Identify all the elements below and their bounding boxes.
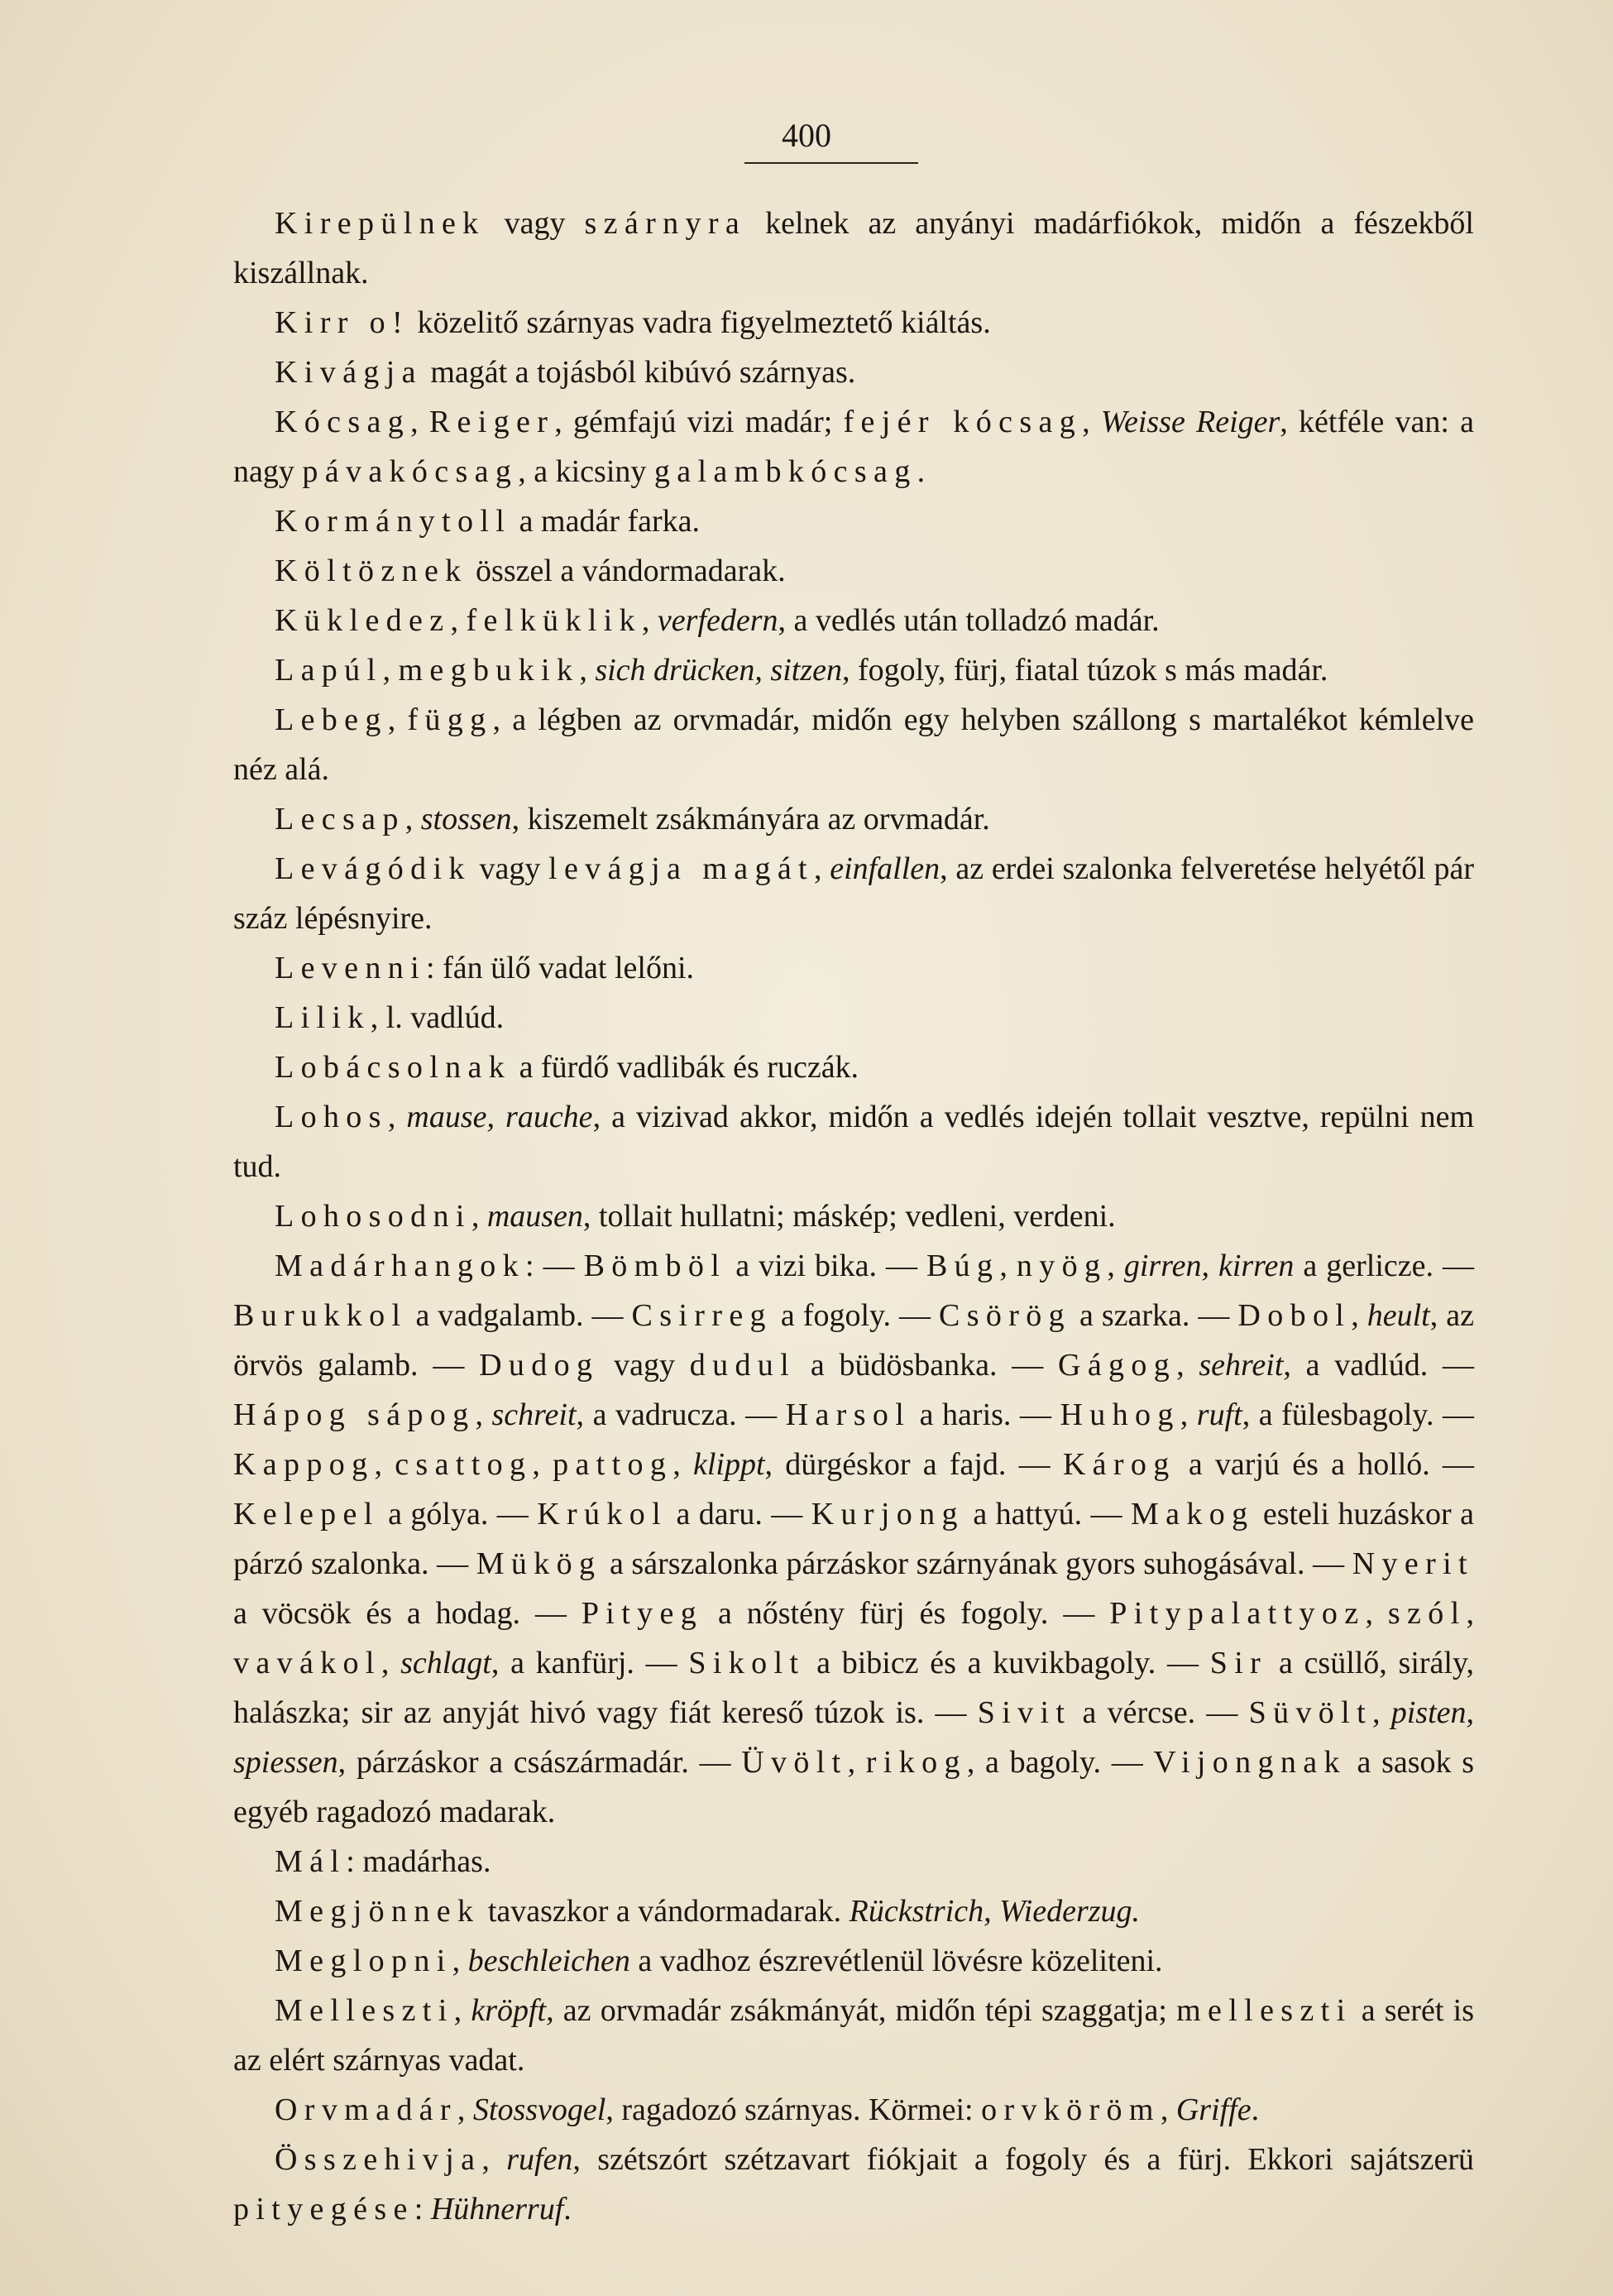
german-term: Stossvogel (472, 2092, 606, 2127)
dictionary-entry (233, 943, 1474, 993)
entry-text: , az örvös galamb. — (233, 1298, 1474, 1383)
headword: Kivágja (275, 355, 423, 390)
dictionary-entry (233, 348, 1474, 397)
entry-text: , a vadrucza. — (576, 1397, 786, 1432)
headword: pattog (553, 1447, 673, 1482)
entry-text: , (1372, 1695, 1391, 1730)
entry-text: , a kanfürj. — (491, 1646, 689, 1680)
headword: Melleszti (275, 1993, 454, 2028)
entry-text: , (1365, 1596, 1388, 1631)
headword: Kócsag (275, 405, 411, 439)
german-term: mause, rauche (406, 1100, 593, 1134)
headword: csattog (395, 1447, 533, 1482)
entry-text: magát a tojásból kibúvó szárnyas. (422, 355, 856, 390)
entry-text: vagy (485, 206, 585, 241)
entry-text: , (471, 1199, 487, 1234)
entry-text: , (1180, 1397, 1197, 1432)
entry-text: a nőstény fürj és fogoly. — (703, 1596, 1110, 1631)
entry-text: a vizi bika. — (726, 1249, 926, 1283)
entry-text: , párzáskor a császármadár. — (337, 1745, 742, 1780)
page-number: 400 (782, 117, 831, 154)
headword: Mükög (476, 1546, 602, 1581)
headword: Búg (926, 1249, 1000, 1283)
entry-text: a büdösbanka. — (796, 1348, 1059, 1383)
entry-text: , (453, 1993, 471, 2028)
headword: Csörög (939, 1298, 1071, 1333)
entry-text: a vadgalamb. — (407, 1298, 632, 1333)
dictionary-entries (233, 199, 1474, 2234)
german-term: beschleichen (467, 1944, 630, 1978)
entry-text: a szarka. — (1071, 1298, 1238, 1333)
entry-text: , (450, 603, 467, 638)
dictionary-entry (233, 1886, 1474, 1936)
entry-text: , a vizivad akkor, midőn a vedlés idején tollait vesztve, repülni nem tud. (233, 1100, 1475, 1184)
entry-text: a sárszalonka párzáskor szárnyának gyors suhogásával. — (601, 1546, 1352, 1581)
entry-text: , (813, 851, 830, 886)
entry-text: , a kicsiny (518, 454, 654, 489)
headword: Kirepülnek (275, 206, 486, 241)
entry-text: , a vedlés után tolladzó madár. (778, 603, 1160, 638)
headword: Nyerit (1352, 1546, 1474, 1581)
entry-text: a vércse. — (1071, 1695, 1249, 1730)
entry-text: , (641, 603, 658, 638)
entry-text: , (1082, 405, 1101, 439)
german-term: schlagt (400, 1646, 491, 1680)
entry-text: , (381, 1646, 401, 1680)
entry-text: , (410, 405, 429, 439)
headword: felküklik (466, 603, 642, 638)
entry-text: a fürdő vadlibák és ruczák. (511, 1050, 859, 1085)
entry-text: , a fülesbagoly. — (1242, 1397, 1474, 1432)
headword: Megjönnek (275, 1894, 481, 1929)
headword: Orvmadár (275, 2092, 457, 2127)
german-term: sich drücken, sitzen (595, 653, 842, 688)
headword: Harsol (785, 1397, 912, 1432)
german-term: Weisse Reiger (1100, 405, 1280, 439)
entry-text: tavaszkor a vándormadarak. (480, 1894, 850, 1929)
headword: Lecsap (275, 802, 405, 836)
dictionary-entry (233, 1191, 1474, 1241)
german-term: verfedern (657, 603, 778, 638)
dictionary-entry (233, 496, 1474, 546)
entry-text: , az orvmadár zsákmányát, midőn tépi szaggatja; (546, 1993, 1177, 2028)
german-term: sehreit (1199, 1348, 1284, 1383)
entry-text: a vadhoz észrevétlenül lövésre közeliteni. (629, 1944, 1163, 1978)
headword: Károg (1062, 1447, 1176, 1482)
entry-text: : (414, 2192, 431, 2226)
entry-text: a hattyú. — (964, 1497, 1131, 1531)
headword: Gágog (1058, 1348, 1177, 1383)
entry-text: : fán ülő vadat lelőni. (426, 951, 694, 985)
headword: Madárhangok (275, 1249, 526, 1283)
entry-text: : madárhas. (346, 1844, 491, 1879)
entry-text: , (404, 802, 421, 836)
german-term: girren, kirren (1123, 1249, 1295, 1283)
entry-text: a gerlicze. — (1294, 1249, 1474, 1283)
headword: Sir (1209, 1646, 1268, 1680)
headword: Kormánytoll (275, 504, 512, 539)
entry-text: , tollait hullatni; máskép; vedleni, verdeni. (582, 1199, 1116, 1234)
entry-text: , (457, 2092, 473, 2127)
headword: Lohos (275, 1100, 388, 1134)
entry-text: , gémfajú vizi madár; (554, 405, 844, 439)
german-term: stossen (420, 802, 512, 836)
headword: Kükledez (275, 603, 451, 638)
headword: pávakócsag (302, 454, 519, 489)
headword: Burukkol (233, 1298, 408, 1333)
entry-text: , ragadozó szárnyas. Körmei: (605, 2092, 982, 2127)
entry-text: , (847, 1745, 866, 1780)
entry-text: , a vadlúd. — (1283, 1348, 1474, 1383)
entry-text: , (382, 653, 399, 688)
entry-text: , (579, 653, 596, 688)
headword: Bömböl (583, 1249, 727, 1283)
entry-text: , az erdei szalonka felveretése helyétől pár száz lépésnyire. (233, 851, 1474, 936)
headword: Dudog (479, 1348, 600, 1383)
headword: pityegése (233, 2192, 414, 2226)
headword: Vijongnak (1153, 1745, 1347, 1780)
entry-text: , l. vadlúd. (370, 1000, 505, 1035)
headword: Mál (275, 1844, 347, 1879)
dictionary-entry (233, 397, 1474, 496)
dictionary-entry (233, 596, 1474, 645)
german-term: ruft (1196, 1397, 1242, 1432)
entry-text: a haris. — (911, 1397, 1060, 1432)
entry-text: a serét is az elért szárnyas vadat. (233, 1993, 1474, 2078)
headword: Pitypalattyoz (1109, 1596, 1366, 1631)
headword: Kappog (233, 1447, 375, 1482)
entry-text: , dürgéskor a fajd. — (764, 1447, 1063, 1482)
dictionary-entry (233, 993, 1474, 1043)
dictionary-entry (233, 1241, 1474, 1837)
headword: Lohosodni (275, 1199, 471, 1234)
entry-text: . (563, 2192, 572, 2226)
headword: Hápog sápog (233, 1397, 476, 1432)
entry-text: a madár farka. (511, 504, 701, 539)
entry-text: a gólya. — (379, 1497, 538, 1531)
entry-text: , kétféle van: a nagy (233, 405, 1474, 489)
entry-text: , (672, 1447, 693, 1482)
headword: Levágódik (275, 851, 471, 886)
german-term: kröpft (471, 1993, 547, 2028)
headword: Sivit (977, 1695, 1072, 1730)
german-term: klippt (692, 1447, 765, 1482)
dictionary-entry (233, 2085, 1474, 2135)
entry-text: , (374, 1447, 395, 1482)
entry-text: . (917, 454, 926, 489)
entry-text: , (1466, 1596, 1474, 1631)
dictionary-entry (233, 546, 1474, 596)
entry-text: , fogoly, fürj, fiatal túzok s más madár. (841, 653, 1328, 688)
entry-text: , (1107, 1249, 1124, 1283)
entry-text: . (1251, 2092, 1260, 2127)
entry-text: , kiszemelt zsákmányára az orvmadár. (511, 802, 990, 836)
entry-text: , (1160, 2092, 1176, 2127)
entry-text: a daru. — (668, 1497, 811, 1531)
dictionary-entry (233, 1092, 1474, 1191)
headword: Krúkol (537, 1497, 668, 1531)
entry-text: , a légben az orvmadár, midőn egy helyben szállong s martalékot kémlelve néz alá. (233, 702, 1474, 787)
dictionary-entry (233, 645, 1474, 695)
dictionary-entry (233, 794, 1474, 844)
german-term: einfallen (830, 851, 941, 886)
headword: melleszti (1176, 1993, 1352, 2028)
entry-text: : — (525, 1249, 584, 1283)
entry-text: a bibicz és a kuvikbagoly. — (805, 1646, 1210, 1680)
entry-text: a fogoly. — (772, 1298, 940, 1333)
headword: Süvölt (1248, 1695, 1373, 1730)
entry-text: , (1351, 1298, 1367, 1333)
headword: szárnyra (584, 206, 747, 241)
headword: Huhog (1060, 1397, 1180, 1432)
headword: Dobol (1237, 1298, 1352, 1333)
entry-text: a vöcsök és a hodag. — (233, 1596, 582, 1631)
dictionary-entry (233, 1936, 1474, 1986)
dictionary-entry (233, 199, 1474, 298)
entry-text: vagy (599, 1348, 690, 1383)
dictionary-entry (233, 695, 1474, 794)
headword: vavákol (233, 1646, 381, 1680)
dictionary-entry (233, 1986, 1474, 2085)
german-term: heult (1367, 1298, 1430, 1333)
german-term: schreit (491, 1397, 577, 1432)
dictionary-entry (233, 844, 1474, 943)
german-term: pisten, spiessen (233, 1695, 1475, 1780)
entry-text: , a bagoly. — (966, 1745, 1154, 1780)
headword: szól (1387, 1596, 1467, 1631)
entry-text: esteli huzáskor a párzó szalonka. — (233, 1497, 1474, 1581)
headword: Lilik (275, 1000, 371, 1035)
headword: Sikolt (688, 1646, 806, 1680)
entry-text: vagy (471, 851, 549, 886)
entry-text: kelnek az anyányi madárfiókok, midőn a fészekből kiszállnak. (233, 206, 1474, 290)
headword: Kirr o! (275, 305, 409, 340)
headword: levágja magát (548, 851, 814, 886)
entry-text: közelitő szárnyas vadra figyelmeztető kiáltás. (409, 305, 991, 340)
headword: függ (407, 702, 493, 737)
german-term: Hühnerruf (430, 2192, 564, 2226)
dictionary-entry (233, 2135, 1474, 2234)
headword: nyög (1016, 1249, 1108, 1283)
headword: Levenni (275, 951, 427, 985)
headword: Költöznek (275, 554, 468, 588)
entry-text: , (387, 702, 408, 737)
entry-text: , (452, 1944, 468, 1978)
dictionary-entry (233, 1837, 1474, 1886)
entry-text: a sasok s egyéb ragadozó madarak. (233, 1745, 1474, 1829)
entry-text: , (532, 1447, 553, 1482)
german-term: Griffe (1175, 2092, 1252, 2127)
headword: Reiger (428, 405, 555, 439)
dictionary-entry (233, 1043, 1474, 1092)
headword: Összehivja (275, 2142, 482, 2177)
page-number-rule (744, 162, 918, 164)
entry-text: , (481, 2142, 507, 2177)
headword: Kelepel (233, 1497, 380, 1531)
headword: Csirreg (631, 1298, 773, 1333)
headword: fejér kócsag (843, 405, 1083, 439)
entry-text: , (999, 1249, 1017, 1283)
german-term: mausen (486, 1199, 583, 1234)
headword: Pityeg (581, 1596, 704, 1631)
entry-text: , szétszórt szétzavart fiókjait a fogoly és a fürj. Ekkori sajátszerü (572, 2142, 1474, 2177)
headword: rikog (865, 1745, 967, 1780)
headword: dudul (689, 1348, 797, 1383)
entry-text: a csüllő, sirály, halászka; sir az anyját hivó vagy fiát kereső túzok is. — (233, 1646, 1475, 1730)
dictionary-entry (233, 298, 1474, 348)
headword: Üvölt (741, 1745, 848, 1780)
german-term: Rückstrich, Wiederzug. (849, 1894, 1141, 1929)
headword: Lapúl (275, 653, 383, 688)
entry-text: , (387, 1100, 407, 1134)
entry-text: , (475, 1397, 492, 1432)
headword: Makog (1130, 1497, 1255, 1531)
headword: orvköröm (981, 2092, 1161, 2127)
entry-text: , (1176, 1348, 1199, 1383)
headword: galambkócsag (653, 454, 917, 489)
german-term: rufen (506, 2142, 573, 2177)
headword: Meglopni (275, 1944, 452, 1978)
entry-text: a varjú és a holló. — (1175, 1447, 1475, 1482)
entry-text: összel a vándormadarak. (467, 554, 786, 588)
headword: Lobácsolnak (275, 1050, 512, 1085)
headword: megbukik (398, 653, 580, 688)
headword: Kurjong (811, 1497, 964, 1531)
headword: Lebeg (275, 702, 388, 737)
